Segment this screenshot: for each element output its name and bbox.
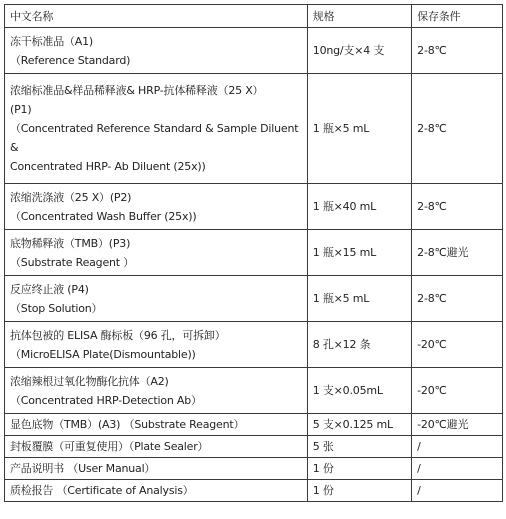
component-name-cell xyxy=(5,276,308,322)
component-name-cell xyxy=(5,436,308,458)
component-name-line: 显色底物（TMB）(A3) （Substrate Reagent） xyxy=(10,418,245,431)
component-name-line: （Concentrated Reference Standard & Sample Diluent xyxy=(10,122,299,135)
component-storage-cell: 2-8℃ xyxy=(412,74,503,184)
component-spec-cell: 5 张 xyxy=(307,436,411,458)
component-spec-cell: 10ng/支×4 支 xyxy=(307,28,411,74)
component-storage-cell: -20℃ xyxy=(412,368,503,414)
table-row xyxy=(5,436,503,458)
table-row xyxy=(5,458,503,480)
component-name-cell xyxy=(5,368,308,414)
component-name-line: 冻干标准品（A1) xyxy=(10,34,94,48)
component-name-cell xyxy=(5,414,308,436)
component-name-line: 反应终止液 (P4) xyxy=(10,282,89,296)
component-name-line: (P1) xyxy=(10,103,32,116)
component-storage-cell: 2-8℃ xyxy=(412,28,503,74)
component-name-line: 浓缩洗涤液（25 X）(P2) xyxy=(10,190,132,204)
component-name-line: （Concentrated Wash Buffer (25x)) xyxy=(10,209,197,223)
component-spec-cell: 1 份 xyxy=(307,458,411,480)
component-name-line: 浓缩标准品&样品稀释液& HRP-抗体稀释液（25 X） xyxy=(10,84,264,97)
table-row xyxy=(5,276,503,322)
component-spec-cell: 1 瓶×5 mL xyxy=(307,74,411,184)
table-row xyxy=(5,480,503,502)
component-storage-cell: / xyxy=(412,480,503,502)
component-name-line: 产品说明书 （User Manual） xyxy=(10,462,156,475)
component-name-line: （Stop Solution） xyxy=(10,301,103,315)
component-storage-cell: / xyxy=(412,436,503,458)
component-name-line: 浓缩辣根过氧化物酶化抗体（A2) xyxy=(10,374,169,388)
component-name-cell xyxy=(5,184,308,230)
kit-components-table xyxy=(4,4,503,502)
component-spec-cell: 1 支×0.05mL xyxy=(307,368,411,414)
component-storage-cell: 2-8℃ xyxy=(412,184,503,230)
table-row xyxy=(5,74,503,184)
component-name-cell xyxy=(5,74,308,184)
component-name-cell xyxy=(5,28,308,74)
table-row xyxy=(5,184,503,230)
component-name-line: （Concentrated HRP-Detection Ab） xyxy=(10,393,202,407)
component-name-line: （MicroELISA Plate(Dismountable)) xyxy=(10,347,196,361)
header-name: 中文名称 xyxy=(5,5,308,28)
table-row xyxy=(5,414,503,436)
component-spec-cell: 5 支×0.125 mL xyxy=(307,414,411,436)
component-name-line: （Substrate Reagent ） xyxy=(10,255,135,269)
table-row xyxy=(5,230,503,276)
header-spec: 规格 xyxy=(307,5,411,28)
component-spec-cell: 1 瓶×40 mL xyxy=(307,184,411,230)
component-name-cell xyxy=(5,322,308,368)
table-row xyxy=(5,322,503,368)
component-name-cell xyxy=(5,480,308,502)
header-storage: 保存条件 xyxy=(412,5,503,28)
component-spec-cell: 1 瓶×5 mL xyxy=(307,276,411,322)
component-spec-cell: 1 瓶×15 mL xyxy=(307,230,411,276)
component-name-cell xyxy=(5,458,308,480)
table-row xyxy=(5,368,503,414)
component-name-line: 封板覆膜（可重复使用）（Plate Sealer） xyxy=(10,440,209,453)
component-storage-cell: 2-8℃避光 xyxy=(412,230,503,276)
component-name-line: & xyxy=(10,141,19,154)
component-storage-cell: / xyxy=(412,458,503,480)
component-name-line: 底物稀释液（TMB）(P3) xyxy=(10,236,131,250)
component-name-line: （Reference Standard) xyxy=(10,53,131,67)
component-storage-cell: -20℃ xyxy=(412,322,503,368)
table-row xyxy=(5,28,503,74)
table-header-row xyxy=(5,5,503,28)
component-name-line: 质检报告 （Certificate of Analysis） xyxy=(10,484,194,497)
component-name-cell xyxy=(5,230,308,276)
component-spec-cell: 8 孔×12 条 xyxy=(307,322,411,368)
component-storage-cell: 2-8℃ xyxy=(412,276,503,322)
component-storage-cell: -20℃避光 xyxy=(412,414,503,436)
component-name-line: 抗体包被的 ELISA 酶标板（96 孔，可拆卸） xyxy=(10,328,226,342)
component-name-line: Concentrated HRP- Ab Diluent (25x)) xyxy=(10,160,206,173)
component-spec-cell: 1 份 xyxy=(307,480,411,502)
